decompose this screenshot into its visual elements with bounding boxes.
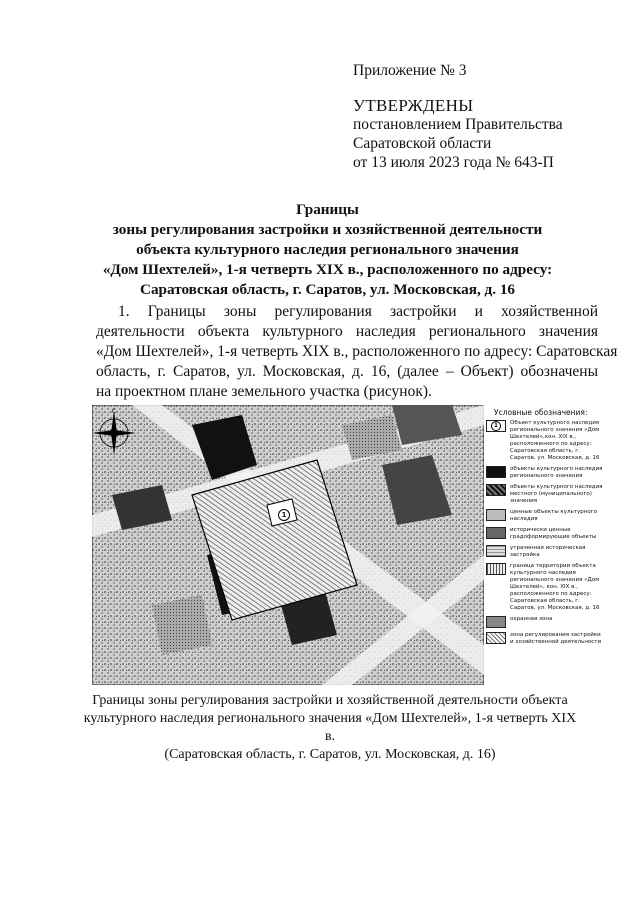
caption-line-1: Границы зоны регулирования застройки и хозяйственной деятельности объекта bbox=[92, 693, 568, 708]
protection-zone-swatch bbox=[486, 616, 506, 628]
approval-line-3: от 13 июля 2023 года № 643-П bbox=[353, 154, 554, 171]
map-drawing bbox=[92, 405, 484, 685]
object-marker: 1 bbox=[278, 509, 290, 521]
legend-item bbox=[486, 509, 604, 523]
approval-line-1: постановлением Правительства bbox=[353, 116, 563, 133]
approval-block bbox=[353, 96, 563, 172]
legend-item-text: исторически ценные градоформирующие объекты bbox=[510, 527, 597, 540]
legend-title: Условные обозначения: bbox=[494, 408, 588, 417]
regulation-zone-swatch bbox=[486, 632, 506, 644]
map-legend bbox=[486, 420, 604, 650]
legend-item bbox=[486, 420, 604, 462]
figure-caption bbox=[80, 692, 580, 764]
appendix-number: Приложение № 3 bbox=[353, 62, 467, 79]
title-line-1: Границы bbox=[296, 201, 359, 218]
legend-item bbox=[486, 545, 604, 559]
legend-item bbox=[486, 527, 604, 541]
legend-item bbox=[486, 563, 604, 612]
legend-item bbox=[486, 616, 604, 628]
title-line-2: зоны регулирования застройки и хозяйственной деятельности bbox=[112, 221, 543, 238]
legend-item-text: зона регулирования застройки и хозяйственной деятельности bbox=[510, 632, 602, 645]
body-paragraph bbox=[96, 302, 618, 402]
paragraph-line-2: деятельности объекта культурного наследия регионального значения bbox=[96, 323, 598, 340]
paragraph-line-4: область, г. Саратов, ул. Московская, д. 16, (далее – Объект) обозначены bbox=[96, 363, 598, 380]
approval-line-2: Саратовской области bbox=[353, 135, 492, 152]
title-line-4: «Дом Шехтелей», 1-я четверть XIX в., расположенного по адресу: bbox=[102, 261, 553, 278]
svg-text:С: С bbox=[111, 408, 117, 415]
legend-item-text: утраченная историческая застройка bbox=[510, 545, 586, 558]
object-marker-swatch: 1 bbox=[486, 420, 506, 432]
legend-item-text: объекты культурного наследия местного (муниципального) значения bbox=[510, 484, 603, 504]
valuable-object-swatch bbox=[486, 509, 506, 521]
document-title bbox=[80, 200, 575, 300]
municipal-object-swatch bbox=[486, 484, 506, 496]
legend-item-text: Объект культурного наследия регионального значения «Дом Шехтелей»,кон. XIX в., расположенного по адресу: Саратовская область, г. Саратов, ул. Московская, д. 16 bbox=[510, 420, 600, 461]
title-line-3: объекта культурного наследия регионального значения bbox=[136, 241, 519, 258]
caption-line-2: культурного наследия регионального значения «Дом Шехтелей», 1-я четверть XIX в. bbox=[83, 711, 577, 744]
paragraph-line-3: «Дом Шехтелей», 1-я четверть XIX в., расположенного по адресу: Саратовская bbox=[96, 343, 618, 360]
lost-building-swatch bbox=[486, 545, 506, 557]
paragraph-line-1: 1. Границы зоны регулирования застройки и хозяйственной bbox=[118, 303, 598, 320]
legend-item-text: ценные объекты культурного наследия bbox=[510, 509, 597, 522]
legend-item bbox=[486, 466, 604, 480]
territory-boundary-swatch bbox=[486, 563, 506, 575]
paragraph-line-5: на проектном плане земельного участка (рисунок). bbox=[96, 383, 432, 400]
legend-item-text: объекты культурного наследия регионального значения bbox=[510, 466, 603, 479]
caption-line-3: (Саратовская область, г. Саратов, ул. Московская, д. 16) bbox=[164, 747, 496, 762]
regional-object-swatch bbox=[486, 466, 506, 478]
historic-object-swatch bbox=[486, 527, 506, 539]
legend-item bbox=[486, 484, 604, 505]
approved-heading: УТВЕРЖДЕНЫ bbox=[353, 96, 474, 115]
legend-item bbox=[486, 632, 604, 646]
title-line-5: Саратовская область, г. Саратов, ул. Московская, д. 16 bbox=[139, 281, 516, 298]
legend-item-text: охранная зона bbox=[510, 616, 553, 622]
legend-item-text: граница территории объекта культурного наследия регионального значения «Дом Шехтелей», кон. XIX в., расположенного по адресу: Саратовская область, г. Саратов, ул. Московская, д. 16 bbox=[510, 563, 600, 611]
